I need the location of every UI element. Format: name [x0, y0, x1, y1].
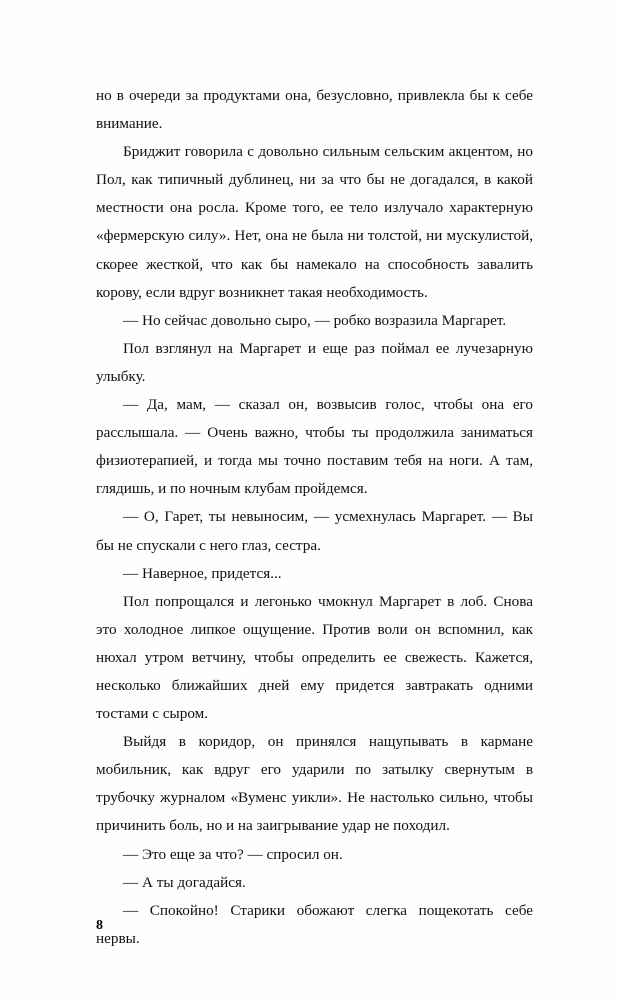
page-number: 8 [96, 918, 103, 933]
paragraph: — Это еще за что? — спросил он. [123, 845, 343, 863]
paragraph: — А ты догадайся. [123, 873, 246, 891]
page-text-block [96, 82, 533, 953]
paragraph: Выйдя в коридор, он принялся нащупывать в кармане мобильник, как вдруг его ударили по затылку свернутым в трубочку журналом «Вуменс уикли». Не настолько сильно, чтобы причинить боль, но и на заигрывание удар не походил. [96, 733, 533, 835]
paragraph: но в очереди за продуктами она, безусловно, привлекла бы к себе внимание. [96, 87, 533, 133]
paragraph: Пол взглянул на Маргарет и еще раз поймал ее лучезарную улыбку. [96, 339, 533, 385]
paragraph: — Но сейчас довольно сыро, — робко возразила Маргарет. [123, 311, 507, 329]
paragraph: Пол попрощался и легонько чмокнул Маргарет в лоб. Снова это холодное липкое ощущение. Против воли он вспомнил, как нюхал утром ветчину, чтобы определить ее свежесть. Кажется, несколько ближайших дней ему придется завтракать одними тостами с сыром. [96, 592, 533, 723]
paragraph: — Наверное, придется... [123, 564, 282, 582]
paragraph: — О, Гарет, ты невыносим, — усмехнулась Маргарет. — Вы бы не спускали с него глаз, сестра. [96, 508, 533, 554]
paragraph: Бриджит говорила с довольно сильным сельским акцентом, но Пол, как типичный дублинец, ни за что бы не догадался, в какой местности она росла. Кроме того, ее тело излучало характерную «фермерскую силу». Нет, она не была ни толстой, ни мускулистой, скорее жесткой, что как бы намекало на способность завалить корову, если вдруг возникнет такая необходимость. [96, 143, 533, 301]
paragraph: — Да, мам, — сказал он, возвысив голос, чтобы она его расслышала. — Очень важно, чтобы ты продолжила заниматься физиотерапией, и тогда мы точно поставим тебя на ноги. А там, глядишь, и по ночным клубам пройдемся. [96, 396, 533, 498]
paragraph: — Спокойно! Старики обожают слегка пощекотать себе нервы. [96, 901, 533, 947]
